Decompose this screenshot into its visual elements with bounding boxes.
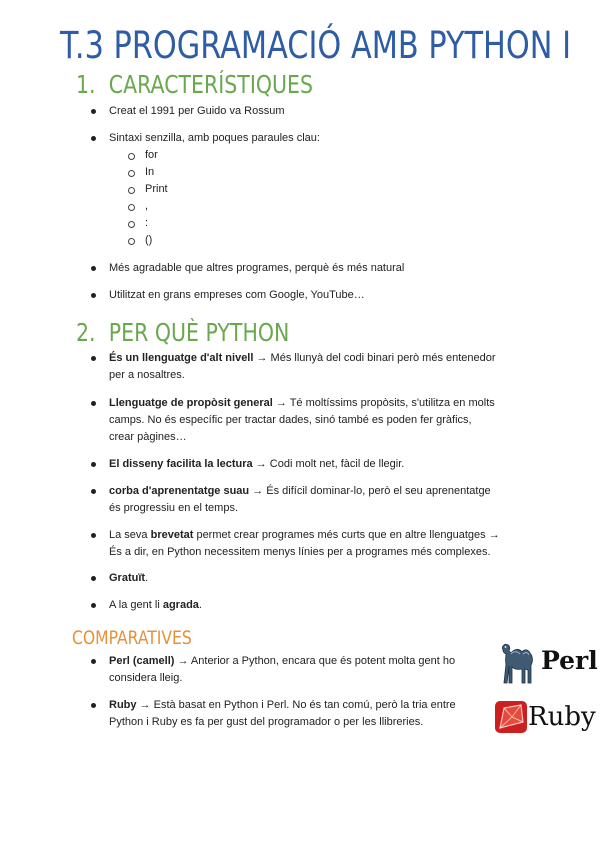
bullet xyxy=(91,703,96,708)
bullet xyxy=(91,136,96,141)
list-item xyxy=(109,527,527,561)
bullet xyxy=(91,401,96,406)
list-item: Sintaxi senzilla, amb poques paraules clau: xyxy=(109,132,320,144)
list-item xyxy=(109,456,404,473)
item-text: permet crear programes més curts que en altre llenguatges → xyxy=(193,529,500,541)
item-bold: Ruby xyxy=(109,699,137,711)
list-item: Més agradable que altres programes, perquè és més natural xyxy=(109,262,405,274)
item-bold: agrada xyxy=(162,599,199,611)
bullet xyxy=(91,462,96,467)
sub-bullet xyxy=(128,221,135,228)
bullet xyxy=(91,293,96,298)
sub-bullet xyxy=(128,170,135,177)
bullet xyxy=(91,109,96,114)
subheading-comparatives: COMPARATIVES xyxy=(72,627,192,649)
keyword-item: for xyxy=(145,149,158,161)
item-line: crear pàgines… xyxy=(109,431,187,443)
keyword-item: : xyxy=(145,217,149,229)
bullet xyxy=(91,356,96,361)
list-item xyxy=(109,350,527,384)
item-text: → Té moltíssims propòsits, s'utilitza en molts xyxy=(272,397,495,409)
sub-bullet xyxy=(128,153,135,160)
item-line xyxy=(109,395,527,412)
list-item xyxy=(109,395,527,446)
sub-bullet xyxy=(128,204,135,211)
sub-bullet xyxy=(128,238,135,245)
item-bold: És un llenguatge d'alt nivell xyxy=(109,352,254,364)
item-text: → És difícil dominar-lo, però el seu aprenentatge xyxy=(249,485,491,497)
item-text: La seva xyxy=(109,529,151,541)
item-text: → Codi molt net, fàcil de llegir. xyxy=(252,458,405,470)
item-line: camps. No és específic per tractar dades, sinó també es poden fer gràfics, xyxy=(109,414,472,426)
keyword-item: () xyxy=(145,234,153,246)
item-line: Python i Ruby es fa per gust del programador o per les llibreries. xyxy=(109,716,424,728)
item-text: . xyxy=(145,572,149,584)
keyword-item: In xyxy=(145,166,155,178)
item-line xyxy=(109,350,527,367)
bullet xyxy=(91,533,96,538)
section-number: 1. xyxy=(76,70,96,99)
list-item: Utilitzat en grans empreses com Google, YouTube… xyxy=(109,289,365,301)
item-text: . xyxy=(198,599,202,611)
bullet xyxy=(91,576,96,581)
bullet xyxy=(91,489,96,494)
perl-logo-text: Perl xyxy=(541,646,598,675)
item-text: A la gent li xyxy=(109,599,163,611)
item-text: → Anterior a Python, encara que és potent molta gent ho xyxy=(174,655,456,667)
item-line xyxy=(109,697,489,714)
keyword-item: , xyxy=(145,200,149,212)
item-bold: El disseny facilita la lectura xyxy=(109,458,253,470)
section-heading-per-que-python xyxy=(76,318,289,347)
list-item xyxy=(109,653,494,687)
list-item xyxy=(109,483,527,517)
item-line xyxy=(109,527,527,544)
item-bold: corba d'aprenentatge suau xyxy=(109,485,250,497)
camel-icon xyxy=(497,640,539,686)
list-item xyxy=(109,597,202,614)
ruby-gem-icon xyxy=(494,700,528,734)
item-bold: Gratuït xyxy=(109,572,146,584)
section-title: PER QUÈ PYTHON xyxy=(108,318,290,347)
section-number: 2. xyxy=(76,318,96,347)
item-line: És a dir, en Python necessitem menys línies per a programes més complexes. xyxy=(109,546,491,558)
bullet xyxy=(91,659,96,664)
keyword-item: Print xyxy=(145,183,168,195)
list-item xyxy=(109,570,148,587)
item-line: considera lleig. xyxy=(109,672,183,684)
item-text: → Està basat en Python i Perl. No és tan comú, però la tria entre xyxy=(136,699,456,711)
item-line: per a nosaltres. xyxy=(109,369,185,381)
list-item: Creat el 1991 per Guido va Rossum xyxy=(109,105,285,117)
item-line: és progressiu en el temps. xyxy=(109,502,239,514)
bullet xyxy=(91,603,96,608)
item-line xyxy=(109,653,494,670)
ruby-logo-text: Ruby xyxy=(528,702,596,732)
section-title: CARACTERÍSTIQUES xyxy=(108,70,313,99)
item-bold: brevetat xyxy=(150,529,194,541)
page-title: T.3 PROGRAMACIÓ AMB PYTHON I xyxy=(60,24,572,67)
list-item xyxy=(109,697,489,731)
item-bold: Perl (camell) xyxy=(109,655,175,667)
bullet xyxy=(91,266,96,271)
section-heading-caracteristiques xyxy=(76,70,313,99)
sub-bullet xyxy=(128,187,135,194)
item-bold: Llenguatge de propòsit general xyxy=(109,397,273,409)
item-line xyxy=(109,483,527,500)
item-text: → Més llunyà del codi binari però més entenedor xyxy=(253,352,496,364)
